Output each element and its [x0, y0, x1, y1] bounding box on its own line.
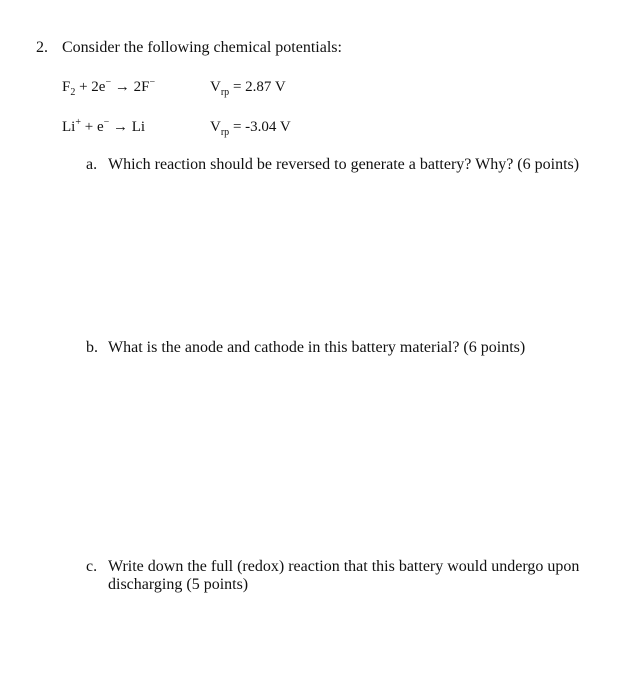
- potential-subscript: rp: [220, 87, 230, 98]
- potential-symbol: V: [210, 119, 221, 135]
- charge: −: [105, 77, 112, 88]
- reaction-product: Li: [131, 119, 146, 135]
- potential-subscript: rp: [220, 127, 230, 138]
- reaction-lithium: [62, 117, 145, 137]
- reaction-electrons: + e: [84, 119, 104, 135]
- question-number: 2.: [36, 39, 48, 56]
- arrow-icon: →: [113, 119, 128, 135]
- potential-value: = -3.04 V: [232, 119, 291, 135]
- potential-value: = 2.87 V: [232, 79, 286, 95]
- potential-fluorine: [210, 77, 286, 97]
- question-prompt: Consider the following chemical potentials:: [62, 39, 342, 56]
- part-a-letter: a.: [86, 156, 98, 173]
- charge: +: [75, 117, 81, 128]
- part-c-text-line2: discharging (5 points): [108, 576, 249, 593]
- reaction-species: F: [62, 79, 71, 95]
- reaction-fluorine: [62, 77, 155, 97]
- reaction-species: Li: [62, 119, 76, 135]
- part-b-text: What is the anode and cathode in this battery material? (6 points): [108, 339, 526, 356]
- part-b-letter: b.: [86, 339, 98, 356]
- subscript: 2: [70, 87, 76, 98]
- arrow-icon: →: [114, 79, 130, 95]
- part-c-text-line1: Write down the full (redox) reaction that this battery would undergo upon: [108, 558, 580, 575]
- reaction-product: 2F: [133, 79, 150, 95]
- part-a-text: Which reaction should be reversed to generate a battery? Why? (6 points): [108, 156, 580, 173]
- reaction-electrons: + 2e: [79, 79, 106, 95]
- charge: −: [149, 77, 156, 88]
- charge: −: [103, 117, 110, 128]
- part-c-letter: c.: [86, 558, 98, 575]
- potential-symbol: V: [210, 79, 221, 95]
- potential-lithium: [210, 117, 291, 137]
